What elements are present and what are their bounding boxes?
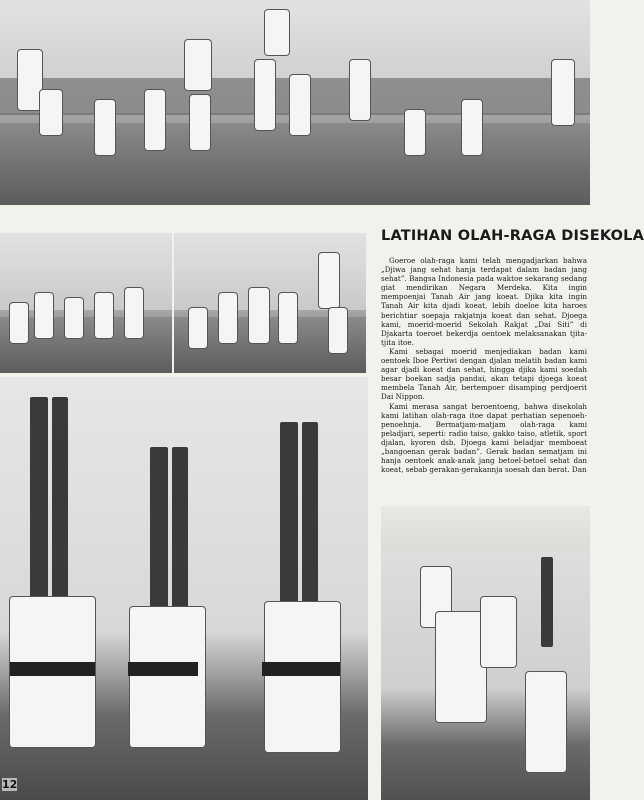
- photo-handstands: [0, 377, 368, 800]
- article-paragraph: Kami merasa sangat beroentoeng, bahwa disekolah kami latihan olah-raga itoe dapat perhatian sepenoeh-penoehnja. Bermatjam-matjam olah-raga kami peladjari, seperti: radio taiso, gakko taiso, atletik, sport djalan, kyoren dsb. Djoega kami beladjar memboeat „bangoenan gerak badan”. Gerak badan sematjam ini hanja oentoek anak-anak jang betoel-betoel sehat dan koeat, sebab gerakan-gerakannja soesah dan berat. Dan: [381, 401, 587, 475]
- photo-exercise-group-left: [0, 233, 172, 373]
- bleed-through-area: [381, 506, 590, 552]
- article-paragraph: Kami sebagai moerid menjediakan badan kami oentoek Iboe Pertiwi dengan djalan melatih badan kami agar djadi koeat dan sehat, hingga djika kami soedah besar boekan sadja pandai, akan tetapi djoega koeat membela Tanah Air, bertempoer disamping perdjoerit Dai Nippon.: [381, 346, 587, 402]
- article-paragraph: Goeroe olah-raga kami telah mengadjarkan bahwa „Djiwa jang sehat hanja terdapat dalam badan jang sehat”. Bangsa Indonesia pada waktoe sekarang sedang giat mendirikan Negara Merdeka. Kita ingin mempoenjai Tanah Air jang koeat. Djika kita ingin Tanah Air kita djadi koeat, lebih doeloe kita haroes berichtiar soepaja rakjatnja koeat dan sehat. Djoega kami, moerid-moerid Sekolah Rakjat „Dai Siti” di Djakarta toeroet bekerdja oentoek melaksanakan tjita-tjita itoe.: [381, 256, 587, 347]
- article-body: [381, 256, 587, 500]
- page-number: 12: [2, 778, 18, 791]
- photo-exercise-group-right: [174, 233, 366, 373]
- photo-human-pyramid: [0, 0, 590, 205]
- article-headline: LATIHAN OLAH-RAGA DISEKOLA: [381, 228, 644, 244]
- photo-boys-acrobatics: [381, 552, 590, 800]
